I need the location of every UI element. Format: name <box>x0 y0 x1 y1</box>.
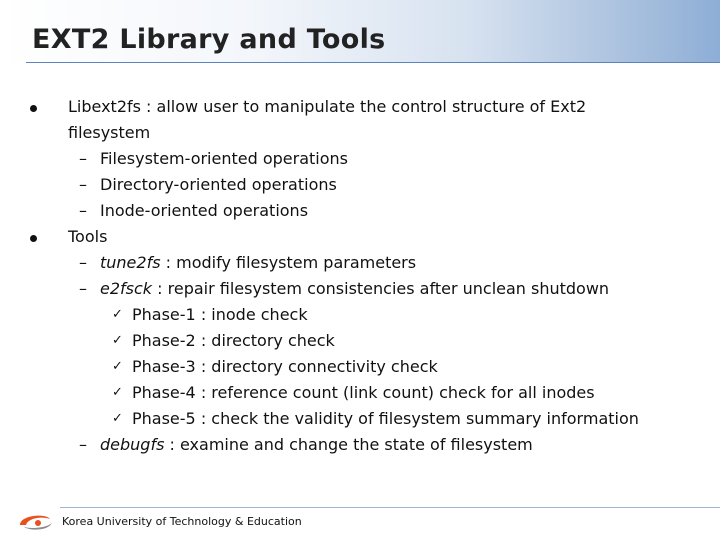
check-item: Phase-5 : check the validity of filesystem summary information <box>132 409 639 428</box>
check-icon: ✓ <box>112 385 123 400</box>
dash-icon: – <box>79 175 87 194</box>
sub-item-e2fsck <box>100 279 609 299</box>
bullet-icon <box>30 235 37 242</box>
bullet-libext2fs-line1: Libext2fs : allow user to manipulate the control structure of Ext2 <box>68 97 587 116</box>
dash-icon: – <box>79 149 87 168</box>
sub-item-tune2fs <box>100 253 416 273</box>
bullet-icon <box>30 105 37 112</box>
footer-divider <box>60 507 720 508</box>
check-item: Phase-1 : inode check <box>132 305 308 324</box>
footer-institution: Korea University of Technology & Education <box>62 515 302 528</box>
bullet-tools: Tools <box>68 227 108 246</box>
tool-name: debugfs <box>100 435 165 454</box>
tool-desc: : repair filesystem consistencies after unclean shutdown <box>152 279 610 298</box>
check-icon: ✓ <box>112 333 123 348</box>
sub-item-debugfs <box>100 435 533 455</box>
check-item: Phase-4 : reference count (link count) check for all inodes <box>132 383 595 402</box>
tool-desc: : modify filesystem parameters <box>160 253 417 272</box>
check-icon: ✓ <box>112 411 123 426</box>
bullet-libext2fs-line2: filesystem <box>68 123 151 142</box>
tool-name: e2fsck <box>100 279 153 298</box>
check-item: Phase-2 : directory check <box>132 331 335 350</box>
dash-icon: – <box>79 435 87 454</box>
dash-icon: – <box>79 279 87 298</box>
sub-item: Inode-oriented operations <box>100 201 309 220</box>
check-item: Phase-3 : directory connectivity check <box>132 357 438 376</box>
tool-name: tune2fs <box>100 253 161 272</box>
university-logo-icon <box>16 511 56 533</box>
slide-title: EXT2 Library and Tools <box>32 24 386 55</box>
dash-icon: – <box>79 253 87 272</box>
dash-icon: – <box>79 201 87 220</box>
sub-item: Filesystem-oriented operations <box>100 149 348 168</box>
check-icon: ✓ <box>112 359 123 374</box>
check-icon: ✓ <box>112 307 123 322</box>
sub-item: Directory-oriented operations <box>100 175 337 194</box>
title-underline <box>26 62 720 63</box>
tool-desc: : examine and change the state of filesystem <box>164 435 533 454</box>
